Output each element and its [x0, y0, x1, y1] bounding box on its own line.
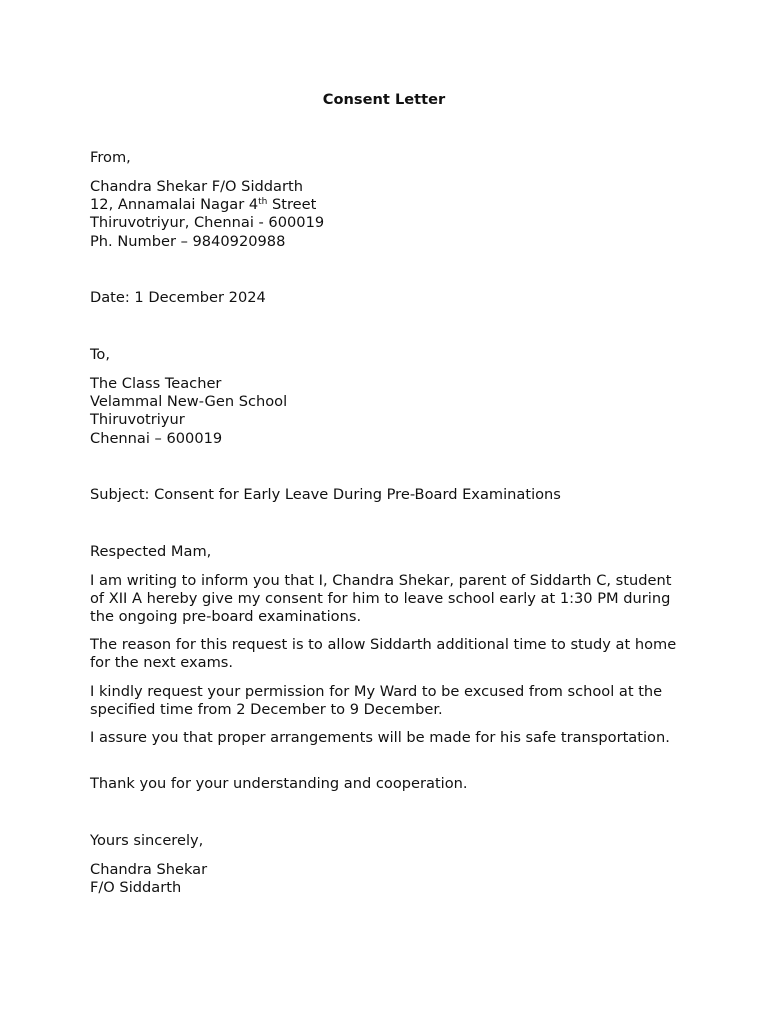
sender-address-line1-pre: 12, Annamalai Nagar 4 — [90, 196, 259, 214]
sender-name: Chandra Shekar F/O Siddarth — [90, 178, 303, 195]
body-paragraph-4: I assure you that proper arrangements will be made for his safe transportation. — [90, 729, 670, 746]
signature-relation: F/O Siddarth — [90, 879, 182, 897]
recipient-address — [90, 375, 690, 448]
from-label — [90, 149, 690, 167]
signature-name: Chandra Shekar — [90, 861, 208, 878]
page-title: Consent Letter — [322, 91, 446, 108]
sender-address-line2: Thiruvotriyur, Chennai - 600019 — [90, 214, 325, 232]
closing-text: Yours sincerely, — [90, 832, 204, 849]
to-label-text: To, — [90, 346, 111, 363]
recipient-line2: Velammal New-Gen School — [90, 393, 288, 411]
recipient-line3: Thiruvotriyur — [90, 411, 185, 429]
sender-address-line1-post: Street — [267, 196, 317, 214]
sender-address-line1 — [90, 196, 690, 214]
body-paragraph-1: I am writing to inform you that I, Chandra Shekar, parent of Siddarth C, student of XII A hereby give my consent for him to leave school early at 1:30 PM during the ongoing pre-board examinations. — [90, 572, 672, 626]
recipient-line1: The Class Teacher — [90, 375, 222, 392]
salutation-text: Respected Mam, — [90, 543, 212, 560]
closing — [90, 832, 690, 850]
body-paragraph-5: Thank you for your understanding and cooperation. — [90, 775, 468, 792]
letter-date-text: Date: 1 December 2024 — [90, 289, 266, 306]
from-label-text: From, — [90, 149, 131, 166]
signature — [90, 861, 690, 897]
letter-date — [90, 289, 690, 307]
sender-address — [90, 178, 690, 251]
salutation — [90, 543, 690, 561]
to-label — [90, 346, 690, 364]
letter-subject-text: Subject: Consent for Early Leave During Pre-Board Examinations — [90, 486, 561, 503]
recipient-line4: Chennai – 600019 — [90, 429, 223, 447]
body-paragraph-2: The reason for this request is to allow Siddarth additional time to study at home for the next exams. — [90, 636, 677, 672]
sender-phone: Ph. Number – 9840920988 — [90, 232, 286, 250]
body-paragraph-3: I kindly request your permission for My Ward to be excused from school at the specified time from 2 December to 9 December. — [90, 683, 663, 719]
letter-subject — [90, 486, 690, 504]
sender-address-line1-ordinal: th — [258, 197, 268, 208]
